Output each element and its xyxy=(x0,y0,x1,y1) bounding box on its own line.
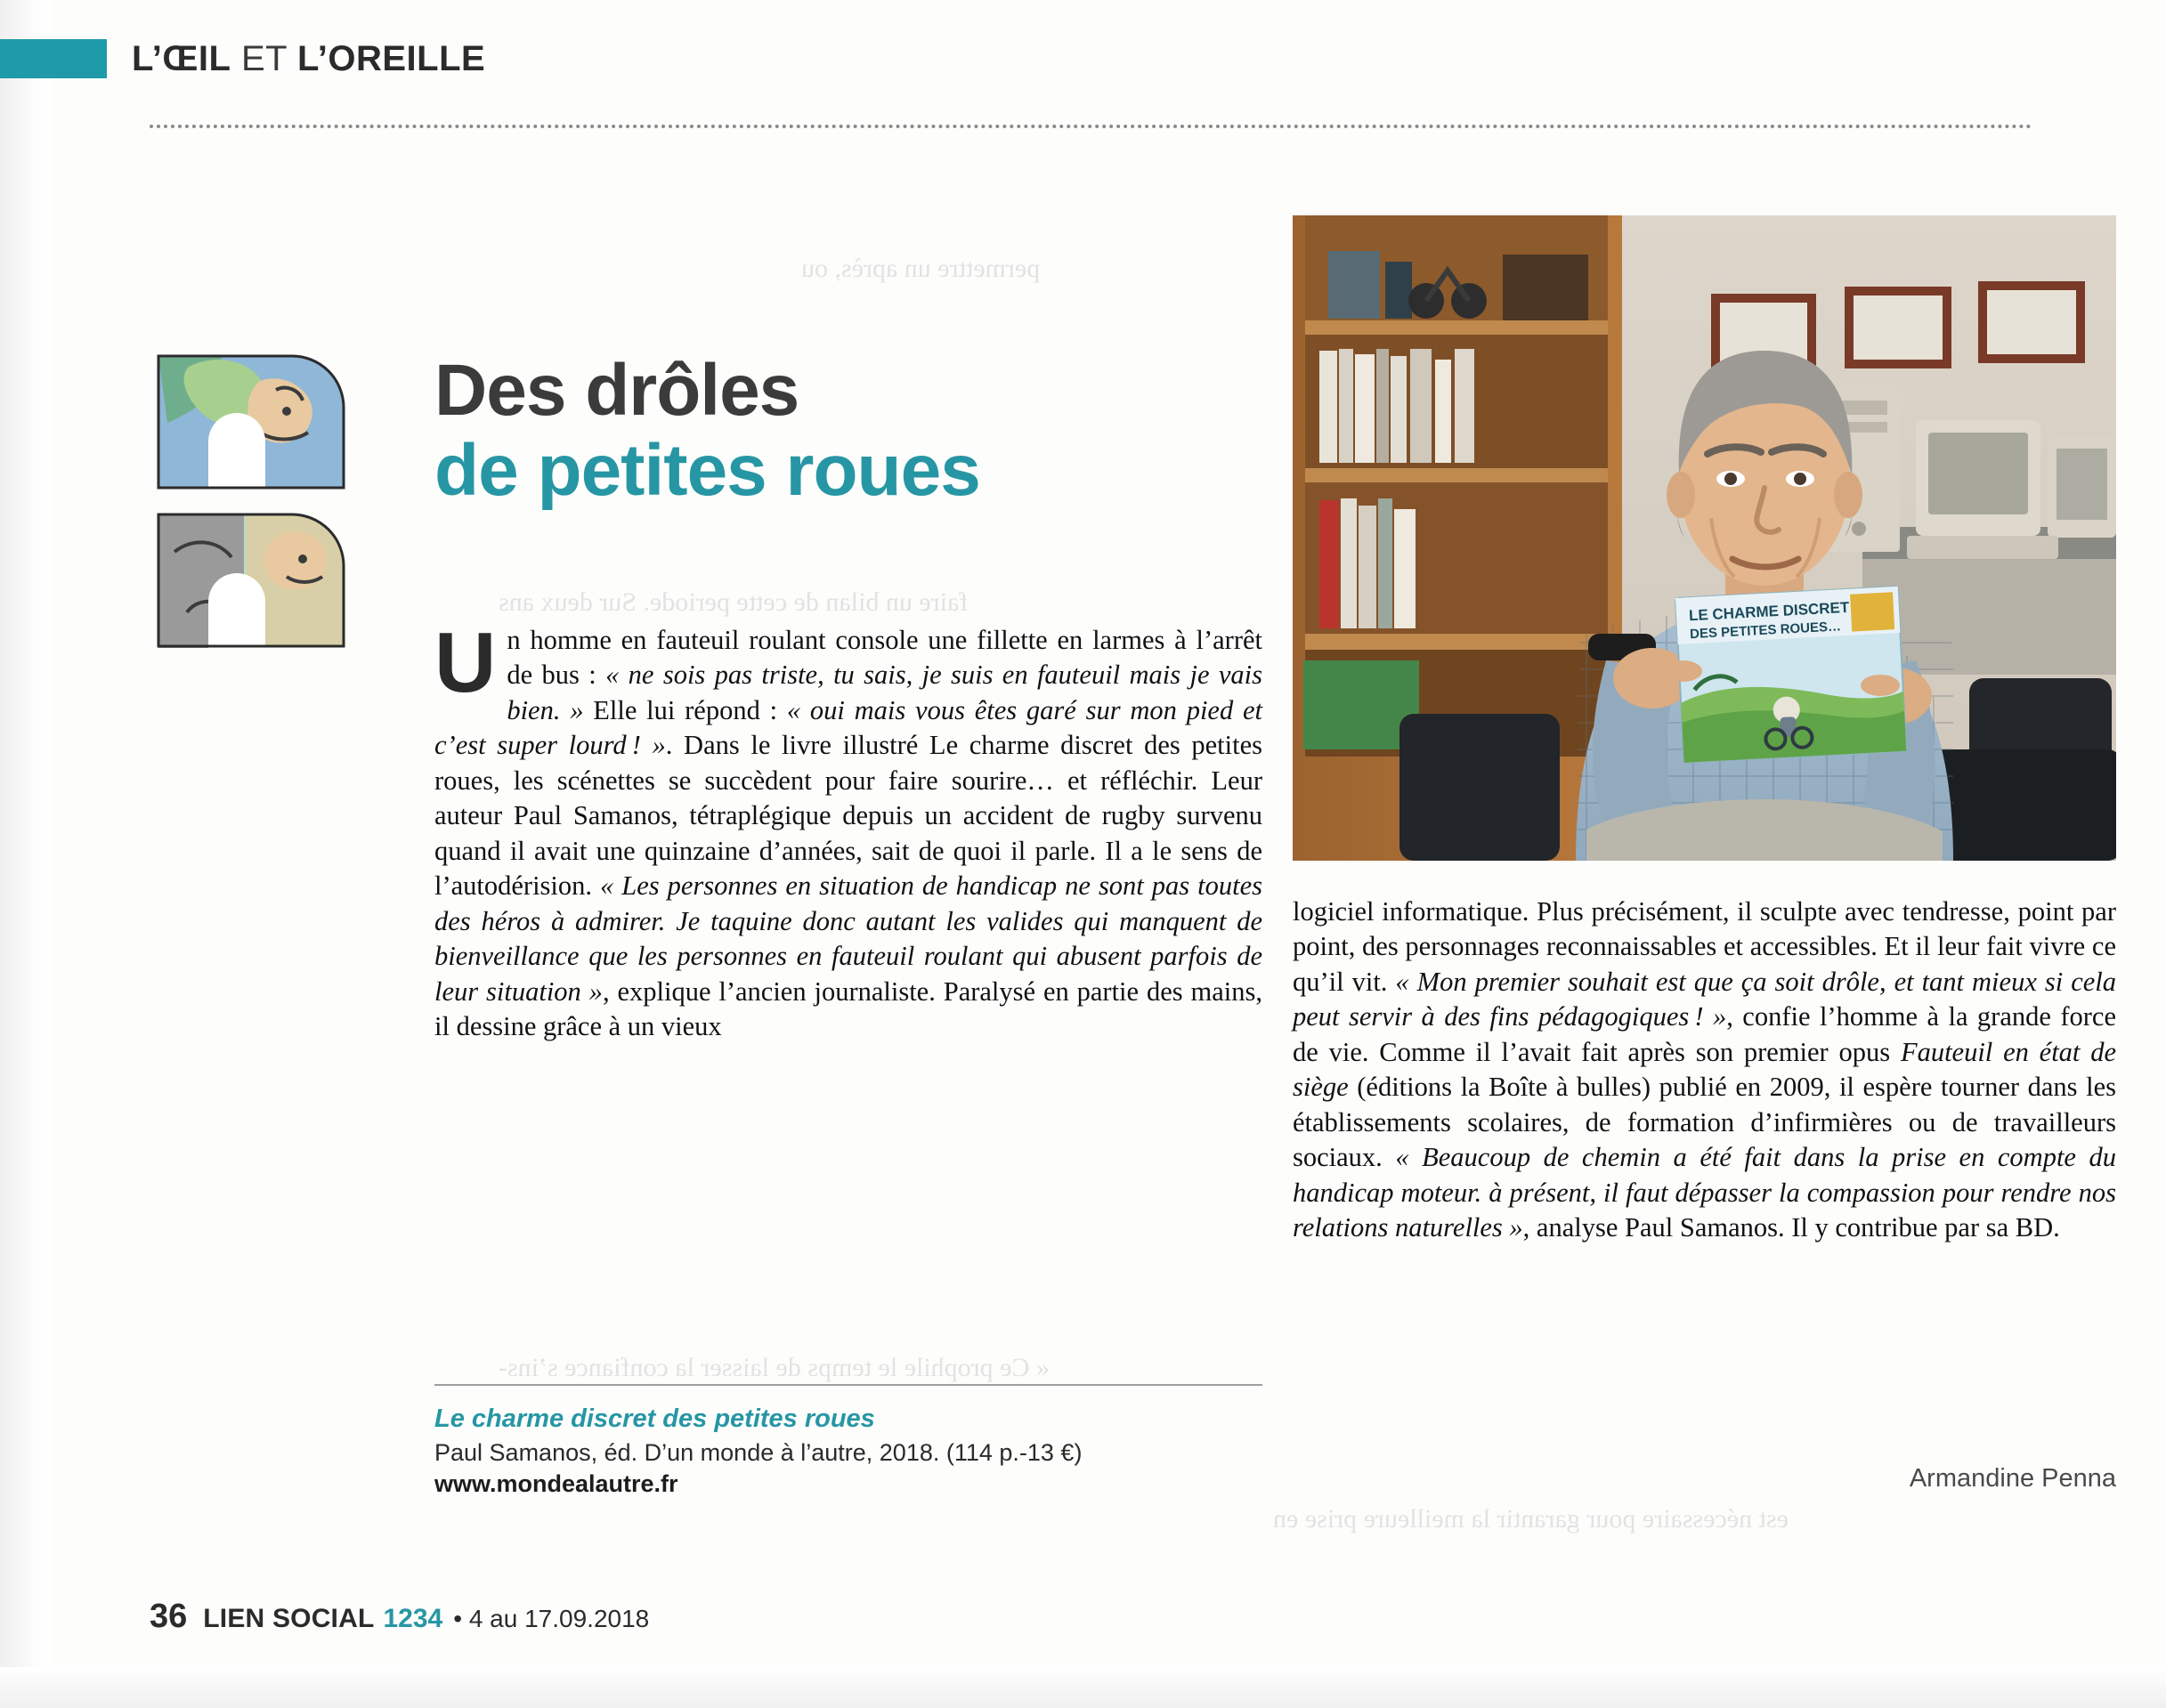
scan-edge-left xyxy=(0,0,52,1708)
book-website-link[interactable]: www.mondealautre.fr xyxy=(434,1470,678,1497)
book-meta: Paul Samanos, éd. D’un monde à l’autre, 2018. (114 p.-13 €) xyxy=(434,1439,1083,1466)
svg-text:DES PETITES ROUES…: DES PETITES ROUES… xyxy=(1689,619,1842,643)
book-title: Le charme discret des petites roues xyxy=(434,1404,875,1433)
article-body-right-column xyxy=(1293,894,2116,1246)
article-title-line-1: Des drôles xyxy=(434,350,799,431)
rubric-title xyxy=(132,39,485,79)
svg-text:LE CHARME DISCRET: LE CHARME DISCRET xyxy=(1688,598,1850,625)
magazine-name: LIEN SOCIAL xyxy=(203,1604,375,1633)
section-rubric xyxy=(0,37,485,80)
article-photo xyxy=(1293,215,2116,861)
article-body-left-column xyxy=(434,615,1263,1045)
rubric-title-end: L’OREILLE xyxy=(297,38,486,78)
rubric-title-strong: L’ŒIL xyxy=(132,38,231,78)
decorative-comic-illustration xyxy=(153,347,358,676)
book-reference xyxy=(434,1404,1289,1498)
body-paragraph-left: n homme en fauteuil roulant console une fillette en larmes à l’arrêt de bus : « ne sois pas triste, tu sais, je suis en fauteuil mais je vais bien. » Elle lui répond : « oui mais vous êtes garé sur mon pied et c’est super lourd ! ». Dans le livre illustré Le charme discret des petites roues, les scénettes se succèdent pour faire sourire… et réfléchir. Leur auteur Paul Samanos, tétraplégique depuis un accident de rugby survenu quand il avait une quinzaine d’années, sait de quoi il parle. Il a le sens de l’autodérision. « Les personnes en situation de handicap ne sont pas toutes des héros à admirer. Je taquine donc autant les valides qui manquent de bienveillance que les personnes en fauteuil roulant qui abusent parfois de leur situation », explique l’ancien journaliste. Paralysé en partie des mains, il dessine grâce à un vieux xyxy=(434,625,1263,1042)
ghost-text-1: permettre un après, ou xyxy=(801,254,1041,283)
drop-cap: U xyxy=(434,615,497,710)
ghost-text-4: est nécessaire pour garantir la meilleure prise en xyxy=(1273,1504,1789,1534)
rubric-color-bar xyxy=(0,39,107,78)
issue-number: 1234 xyxy=(383,1604,443,1633)
scan-edge-bottom xyxy=(0,1667,2166,1708)
rubric-title-mid: ET xyxy=(231,38,298,78)
header-dotted-rule xyxy=(150,125,2032,128)
article-title xyxy=(434,350,1262,511)
ghost-text-2: faire un bilan de cette periode. Sur deux ans xyxy=(499,587,969,617)
ghost-text-3: « Ce prophile le temps de laisser la confiance s’ins- xyxy=(499,1353,1050,1382)
reference-divider xyxy=(434,1384,1262,1386)
article-title-line-2: de petites roues xyxy=(434,430,980,511)
page-number: 36 xyxy=(150,1598,188,1635)
page-footer xyxy=(150,1598,649,1636)
author-byline: Armandine Penna xyxy=(1909,1464,2116,1493)
issue-date: • 4 au 17.09.2018 xyxy=(453,1605,650,1632)
body-paragraph-right: logiciel informatique. Plus précisément, il sculpte avec tendresse, point par point, des personnages reconnaissables et accessibles. Et il leur fait vivre ce qu’il vit. « Mon premier souhait est que ça soit drôle, et tant mieux si cela peut servir à des fins pédagogiques ! », confie l’homme à la grande force de vie. Comme il l’avait fait après son premier opus Fauteuil en état de siège (éditions la Boîte à bulles) publié en 2009, il espère tourner dans les établissements scolaires, de formation d’infirmières ou de travailleurs sociaux. « Beaucoup de chemin a été fait dans la prise en compte du handicap moteur. à présent, il faut dépasser la compassion pour rendre nos relations naturelles », analyse Paul Samanos. Il y contribue par sa BD. xyxy=(1293,896,2116,1243)
